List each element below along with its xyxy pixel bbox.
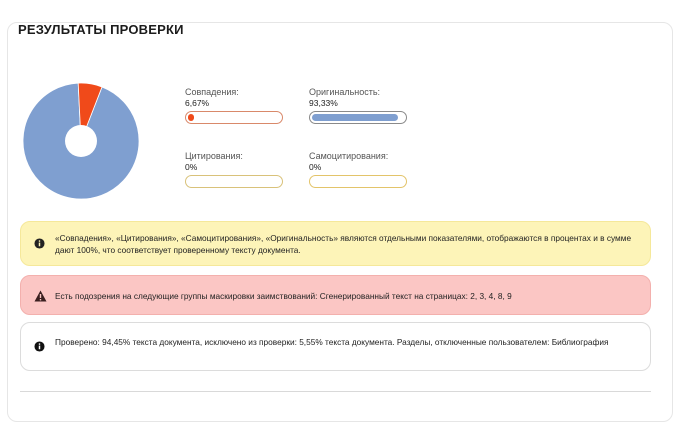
metric-matches-label: Совпадения: [185, 87, 239, 97]
metric-self-citations-value: 0% [309, 162, 322, 172]
metric-citations-bar [185, 175, 283, 188]
metric-originality [309, 87, 407, 124]
metric-matches [185, 87, 283, 124]
metric-matches-bar-fill [188, 114, 194, 121]
info-icon [34, 238, 45, 249]
metric-originality-bar-fill [312, 114, 398, 121]
metric-citations-value: 0% [185, 162, 198, 172]
metric-self-citations-bar [309, 175, 407, 188]
metric-matches-bar [185, 111, 283, 124]
metric-citations-label: Цитирования: [185, 151, 243, 161]
metric-self-citations [309, 151, 407, 188]
info-notice-text: «Совпадения», «Цитирования», «Самоцитирования», «Оригинальность» являются отдельными показателями, отображаются в процентах и в сумме дают 100%, что соответствует проверенному тексту документа. [55, 233, 632, 255]
checked-notice-text: Проверено: 94,45% текста документа, исключено из проверки: 5,55% текста документа. Разделы, отключенные пользователем: Библиография [55, 337, 609, 347]
warning-notice-text: Есть подозрения на следующие группы маскировки заимствований: Сгенерированный текст на страницах: 2, 3, 4, 8, 9 [55, 291, 512, 301]
checked-notice [20, 322, 651, 371]
warning-notice [20, 275, 651, 315]
section-divider [20, 391, 651, 392]
metric-matches-value: 6,67% [185, 98, 210, 108]
warning-icon [34, 290, 47, 302]
info-notice [20, 221, 651, 266]
metric-citations [185, 151, 283, 188]
info-icon [34, 341, 45, 352]
metric-self-citations-label: Самоцитирования: [309, 151, 389, 161]
metric-originality-bar [309, 111, 407, 124]
pie-center-hole [65, 125, 97, 157]
page-title: РЕЗУЛЬТАТЫ ПРОВЕРКИ [18, 22, 184, 37]
metric-originality-value: 93,33% [309, 98, 338, 108]
results-pie-chart [18, 78, 144, 204]
metric-originality-label: Оригинальность: [309, 87, 381, 97]
